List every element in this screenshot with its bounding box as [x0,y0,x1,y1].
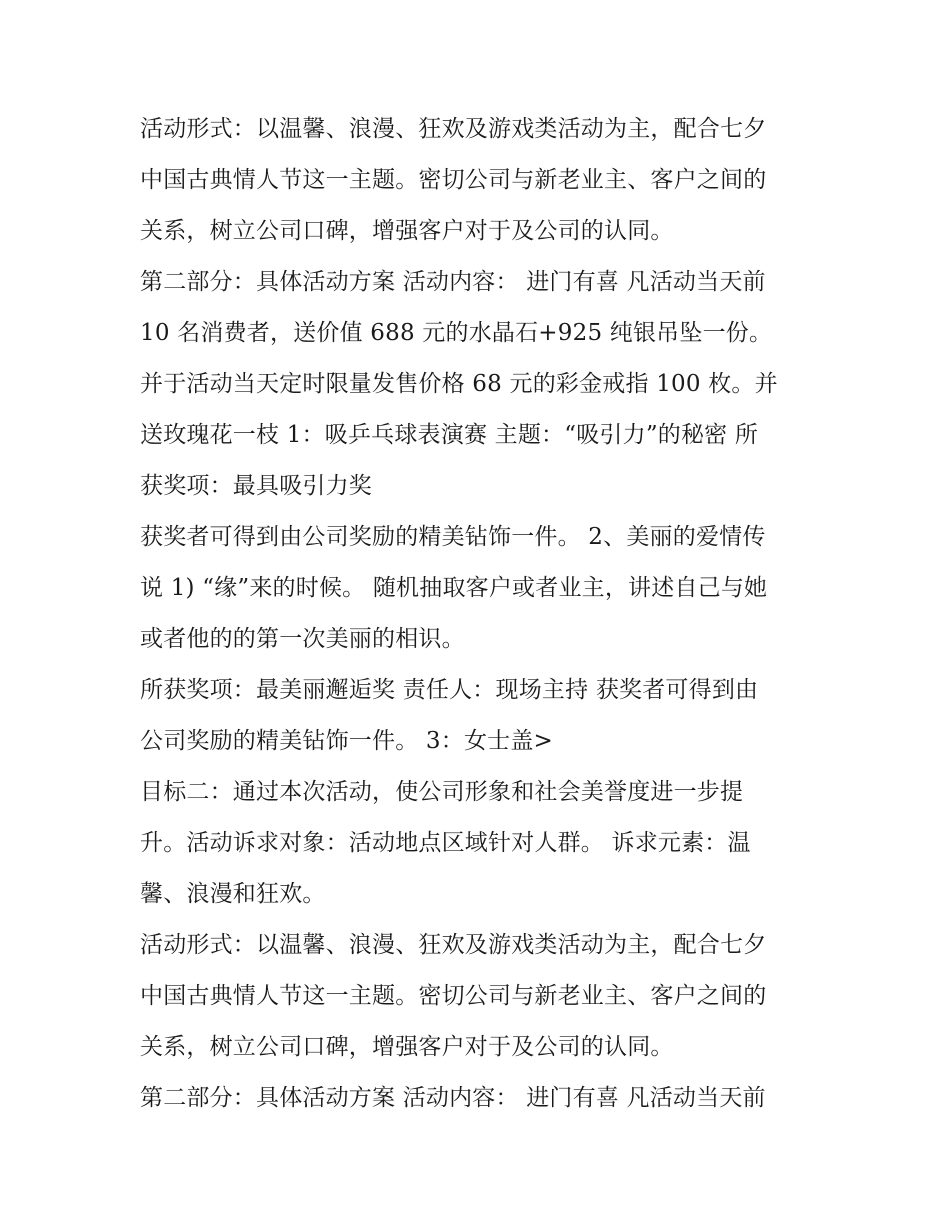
text-line: 活动形式：以温馨、浪漫、狂欢及游戏类活动为主，配合七夕 [140,116,767,142]
text-line: 目标二：通过本次活动，使公司形象和社会美誉度进一步提 [140,779,744,805]
text-line: 中国古典情人节这一主题。密切公司与新老业主、客户之间的 [140,983,767,1009]
text-line: 升。活动诉求对象：活动地点区域针对人群。 诉求元素：温 [140,830,751,856]
text-line: 公司奖励的精美钻饰一件。 3：女士盖> [140,728,554,754]
text-line: 活动形式：以温馨、浪漫、狂欢及游戏类活动为主，配合七夕 [140,932,767,958]
text-line: 获奖者可得到由公司奖励的精美钻饰一件。 2、美丽的爱情传 [140,524,766,550]
text-line: 中国古典情人节这一主题。密切公司与新老业主、客户之间的 [140,167,767,193]
text-line: 关系，树立公司口碑，增强客户对于及公司的认同。 [140,218,674,244]
text-line: 说 1) “缘”来的时候。 随机抽取客户或者业主，讲述自己与她 [140,575,768,601]
text-line: 或者他的的第一次美丽的相识。 [140,626,465,652]
text-line: 第二部分：具体活动方案 活动内容： 进门有喜 凡活动当天前 [140,1085,766,1111]
text-line: 获奖项：最具吸引力奖 [140,473,372,499]
text-line: 馨、浪漫和狂欢。 [140,881,326,907]
text-line: 送玫瑰花一枝 1：吸乒乓球表演赛 主题：“吸引力”的秘密 所 [140,422,759,448]
text-line: 所获奖项：最美丽邂逅奖 责任人：现场主持 获奖者可得到由 [140,677,759,703]
text-line: 10 名消费者，送价值 688 元的水晶石+925 纯银吊坠一份。 [140,320,773,346]
document-body [140,104,820,1124]
text-line: 第二部分：具体活动方案 活动内容： 进门有喜 凡活动当天前 [140,269,766,295]
text-line: 并于活动当天定时限量发售价格 68 元的彩金戒指 100 枚。并 [140,371,778,397]
text-line: 关系，树立公司口碑，增强客户对于及公司的认同。 [140,1034,674,1060]
